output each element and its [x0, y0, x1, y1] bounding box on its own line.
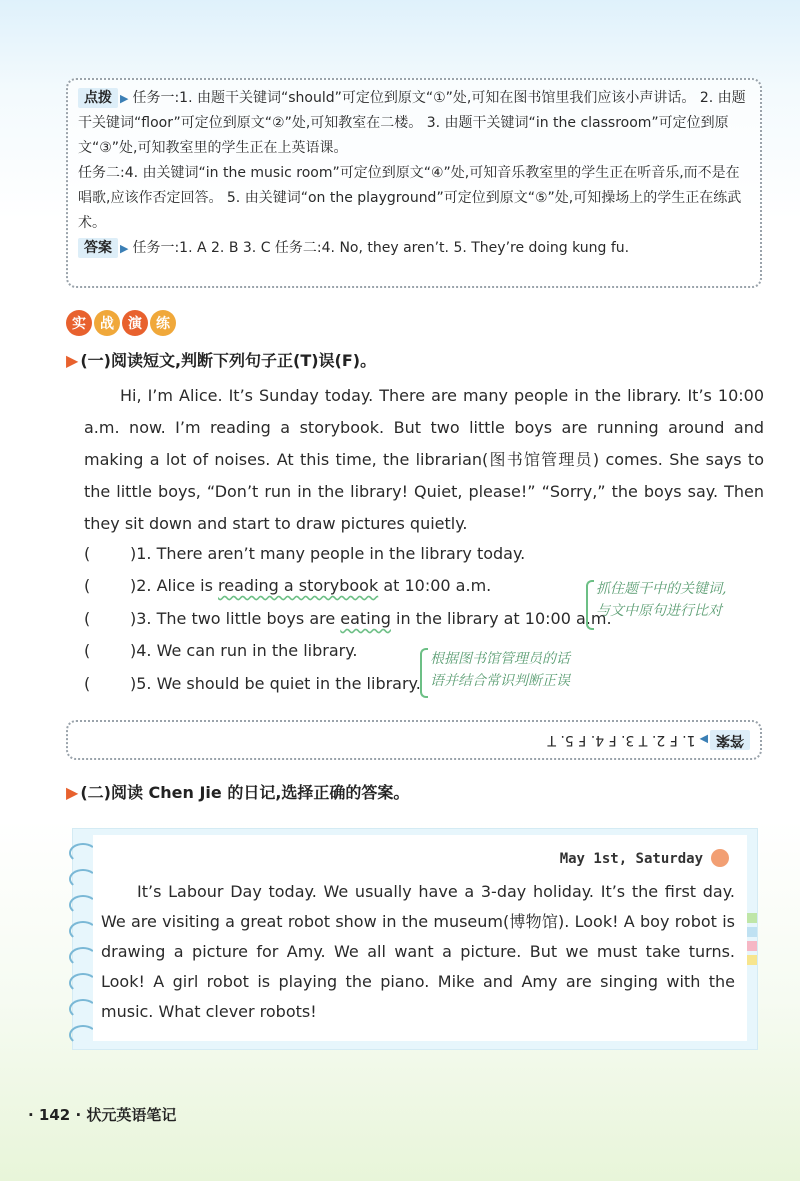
page-footer [28, 1104, 176, 1125]
badge-char-4: 练 [150, 310, 176, 336]
margin-note-1 [596, 578, 726, 622]
answer-blank[interactable]: ( [84, 609, 91, 628]
answer-text: 1. F 2. T 3. F 4. F 5. T [547, 732, 696, 748]
question-5 [84, 674, 421, 693]
hint-answer-text: 任务一:1. A 2. B 3. C 任务二:4. No, they aren’t. 5. They’re doing kung fu. [132, 240, 630, 256]
margin-note-1-line-1: 抓住题干中的关键词, [596, 581, 727, 597]
note-brace-1 [586, 580, 594, 630]
answer-blank[interactable]: ( [84, 641, 91, 660]
note-brace-2 [420, 648, 428, 698]
hint-answer-line [78, 236, 750, 261]
question-3-keyword: eating [340, 609, 391, 628]
triangle-icon: ▶ [120, 92, 129, 105]
question-3-text: )3. The two little boys are [130, 609, 341, 628]
badge-char-2: 战 [94, 310, 120, 336]
diary-text: It’s Labour Day today. We usually have a 3-day holiday. It’s the first day. We are visiting a great robot show in the museum(博物馆). Look! A boy robot is drawing a picture for Amy. We all want a picture. But we must take turns. Look! A girl robot is playing the piano. Mike and Amy are singing with the music. What clever robots! [101, 882, 735, 1021]
answer-blank[interactable]: ( [84, 674, 91, 693]
tab-yellow [747, 955, 757, 965]
tab-pink [747, 941, 757, 951]
section1-title [66, 348, 376, 371]
hint-tag: 点拨 [78, 88, 118, 108]
question-3 [84, 609, 612, 628]
question-5-text: )5. We should be quiet in the library. [130, 674, 421, 693]
section2-title-text: (二)阅读 Chen Jie 的日记,选择正确的答案。 [80, 783, 410, 802]
triangle-icon: ▶ [120, 242, 129, 255]
answer-flipped [68, 722, 760, 758]
question-4-text: )4. We can run in the library. [130, 641, 358, 660]
arrow-icon: ▶ [66, 351, 79, 370]
section-badge [66, 310, 176, 336]
diary-page [93, 835, 747, 1041]
book-title: 状元英语笔记 [86, 1106, 177, 1124]
answer-blank[interactable]: ( [84, 544, 91, 563]
badge-char-3: 演 [122, 310, 148, 336]
section2-title [66, 780, 409, 803]
question-2-text: )2. Alice is [130, 576, 219, 595]
diary-card [72, 828, 758, 1050]
question-3-text-end: in the library at 10:00 a.m. [390, 609, 612, 628]
diary-date: May 1st, Saturday [559, 851, 703, 867]
question-1-text: )1. There aren’t many people in the library today. [130, 544, 526, 563]
question-2-text-end: at 10:00 a.m. [378, 576, 492, 595]
margin-note-2-line-1: 根据图书馆管理员的话 [430, 651, 570, 667]
margin-note-1-line-2: 与文中原句进行比对 [596, 603, 722, 619]
hint-box [66, 78, 762, 288]
section1-title-text: (一)阅读短文,判断下列句子正(T)误(F)。 [80, 351, 377, 370]
hint-answer-tag: 答案 [78, 238, 118, 258]
hint-text-1: 任务一:1. 由题干关键词“should”可定位到原文“①”处,可知在图书馆里我们应该小声讲话。 2. 由题干关键词“floor”可定位到原文“②”处,可知教室在二楼。 3. 由题干关键词“in the classroom”可定位到原文“③”处,可知教室里的学生正在上英语课。 [78, 90, 746, 156]
page-tabs [747, 913, 757, 969]
question-4 [84, 641, 357, 660]
tab-green [747, 913, 757, 923]
section1-passage: Hi, I’m Alice. It’s Sunday today. There are many people in the library. It’s 10:00 a.m. now. I’m reading a storybook. But two little boys are running around and making a lot of noises. At this time, the librarian(图书馆管理员) comes. She says to the little boys, “Don’t run in the library! Quiet, please!” “Sorry,” the boys say. Then they sit down and start to draw pictures quietly. [84, 386, 764, 533]
hint-paragraph-2: 任务二:4. 由关键词“in the music room”可定位到原文“④”处,可知音乐教室里的学生正在听音乐,而不是在唱歌,应该作否定回答。 5. 由关键词“on the playground”可定位到原文“⑤”处,可知操场上的学生正在练武术。 [78, 165, 742, 231]
margin-note-2-line-2: 语并结合常识判断正误 [430, 673, 570, 689]
badge-char-1: 实 [66, 310, 92, 336]
question-2 [84, 576, 491, 595]
margin-note-2 [430, 648, 570, 692]
triangle-icon: ▶ [699, 733, 708, 747]
answer-blank[interactable]: ( [84, 576, 91, 595]
answer-tag: 答案 [710, 730, 750, 750]
hint-paragraph-1 [78, 86, 750, 161]
sun-icon [711, 849, 729, 867]
tab-blue [747, 927, 757, 937]
question-1 [84, 544, 525, 563]
arrow-icon: ▶ [66, 783, 79, 802]
question-2-keyword: reading a storybook [218, 576, 379, 595]
answer-box [66, 720, 762, 760]
page-number: · 142 · [28, 1106, 82, 1124]
